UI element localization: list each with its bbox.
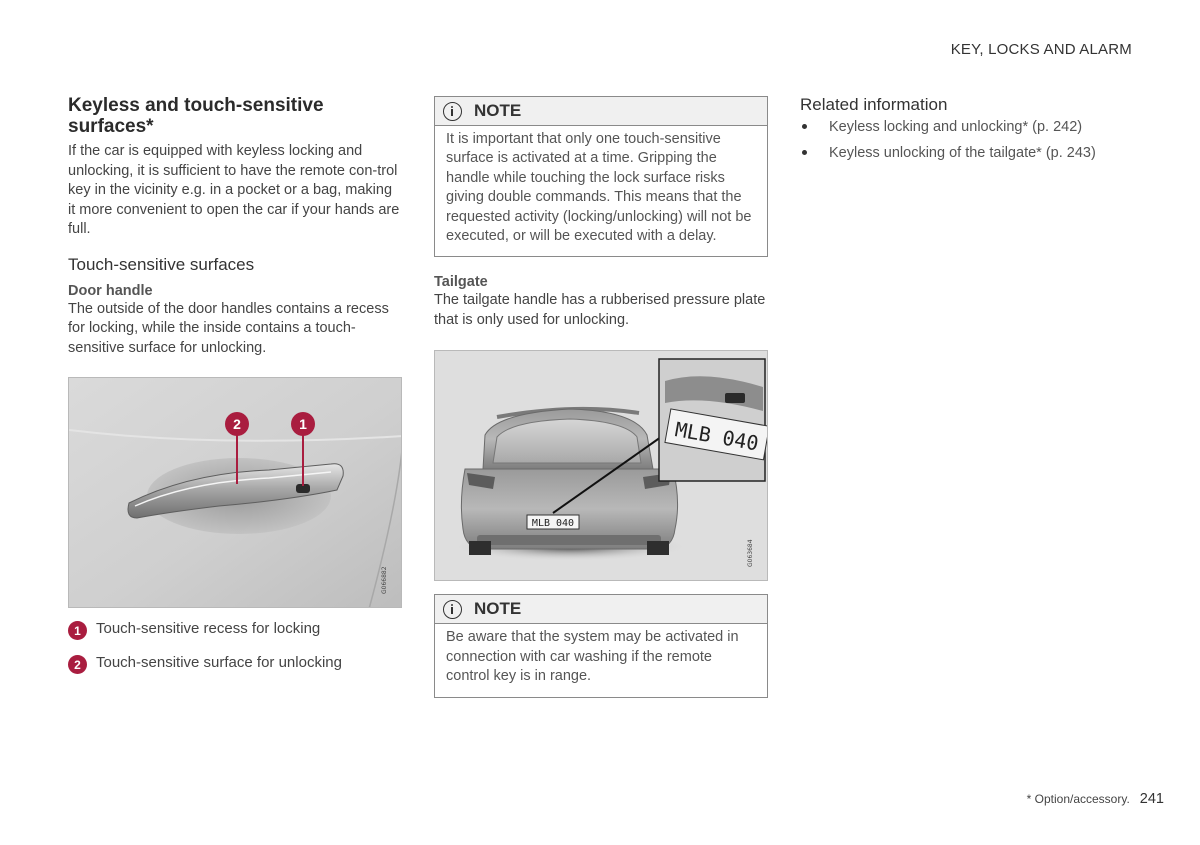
column-related	[800, 95, 1140, 169]
callout-1	[68, 619, 402, 640]
info-icon	[443, 600, 462, 619]
related-link-keyless-tailgate[interactable]: Keyless unlocking of the tailgate* (p. 243)	[800, 143, 1140, 163]
related-link-keyless-locking[interactable]: Keyless locking and unlocking* (p. 242)	[800, 117, 1140, 137]
figure-code: G066882	[381, 566, 388, 594]
note-header	[435, 97, 767, 126]
note-box-2	[434, 594, 768, 697]
section-title: Keyless and touch-sensitive surfaces*	[68, 95, 324, 137]
figure-code: G063684	[747, 539, 754, 568]
callout-number-badge: 1	[68, 621, 87, 640]
note-header	[435, 595, 767, 624]
note-text: Be aware that the system may be activated in connection with car washing if the remote control key is in range.	[446, 629, 739, 685]
car-rear-drawing	[435, 351, 768, 581]
door-handle-illustration	[68, 377, 402, 608]
page-number: 241	[1139, 791, 1164, 807]
related-information-heading: Related information	[800, 95, 948, 114]
tailgate-illustration	[434, 350, 768, 581]
callout-number-badge: 2	[68, 655, 87, 674]
callout-2	[68, 653, 402, 674]
svg-text:2: 2	[233, 416, 241, 432]
subheading-touch-sensitive: Touch-sensitive surfaces	[68, 254, 255, 274]
note-box-1	[434, 96, 768, 257]
chapter-title: KEY, LOCKS AND ALARM	[950, 41, 1132, 58]
callout-text: Touch-sensitive surface for unlocking	[96, 654, 342, 671]
callout-text: Touch-sensitive recess for locking	[96, 620, 321, 637]
door-handle-heading: Door handle	[68, 282, 153, 299]
page-footer	[1027, 791, 1164, 807]
tailgate-text: The tailgate handle has a rubberised pressure plate that is only used for unlocking.	[434, 292, 766, 328]
note-label: NOTE	[474, 599, 522, 619]
tailgate-heading: Tailgate	[434, 274, 488, 291]
plate-text: MLB 040	[531, 518, 575, 530]
column-keyless	[68, 95, 402, 674]
plate-text-closeup: MLB 040	[673, 417, 761, 456]
info-icon	[443, 102, 462, 121]
column-notes	[434, 96, 768, 698]
note-text: It is important that only one touch-sensitive surface is activated at a time. Gripping the handle while touching the lock surface risks giving double commands. This means that the requested activity (locking/unlocking) will not be executed, or will be executed with a delay.	[446, 131, 752, 245]
intro-paragraph: If the car is equipped with keyless locking and unlocking, it is sufficient to have the remote con-trol key in the vicinity e.g. in a pocket or a bag, making it more convenient to open the car if your hands are full.	[68, 143, 400, 237]
door-handle-drawing	[69, 378, 402, 608]
footnote: * Option/accessory.	[1026, 792, 1130, 806]
related-links-list	[800, 117, 1140, 163]
door-handle-text: The outside of the door handles contains a recess for locking, while the inside contains a touch-sensitive surface for unlocking.	[68, 300, 389, 356]
note-label: NOTE	[474, 101, 522, 120]
svg-text:1: 1	[299, 416, 307, 432]
